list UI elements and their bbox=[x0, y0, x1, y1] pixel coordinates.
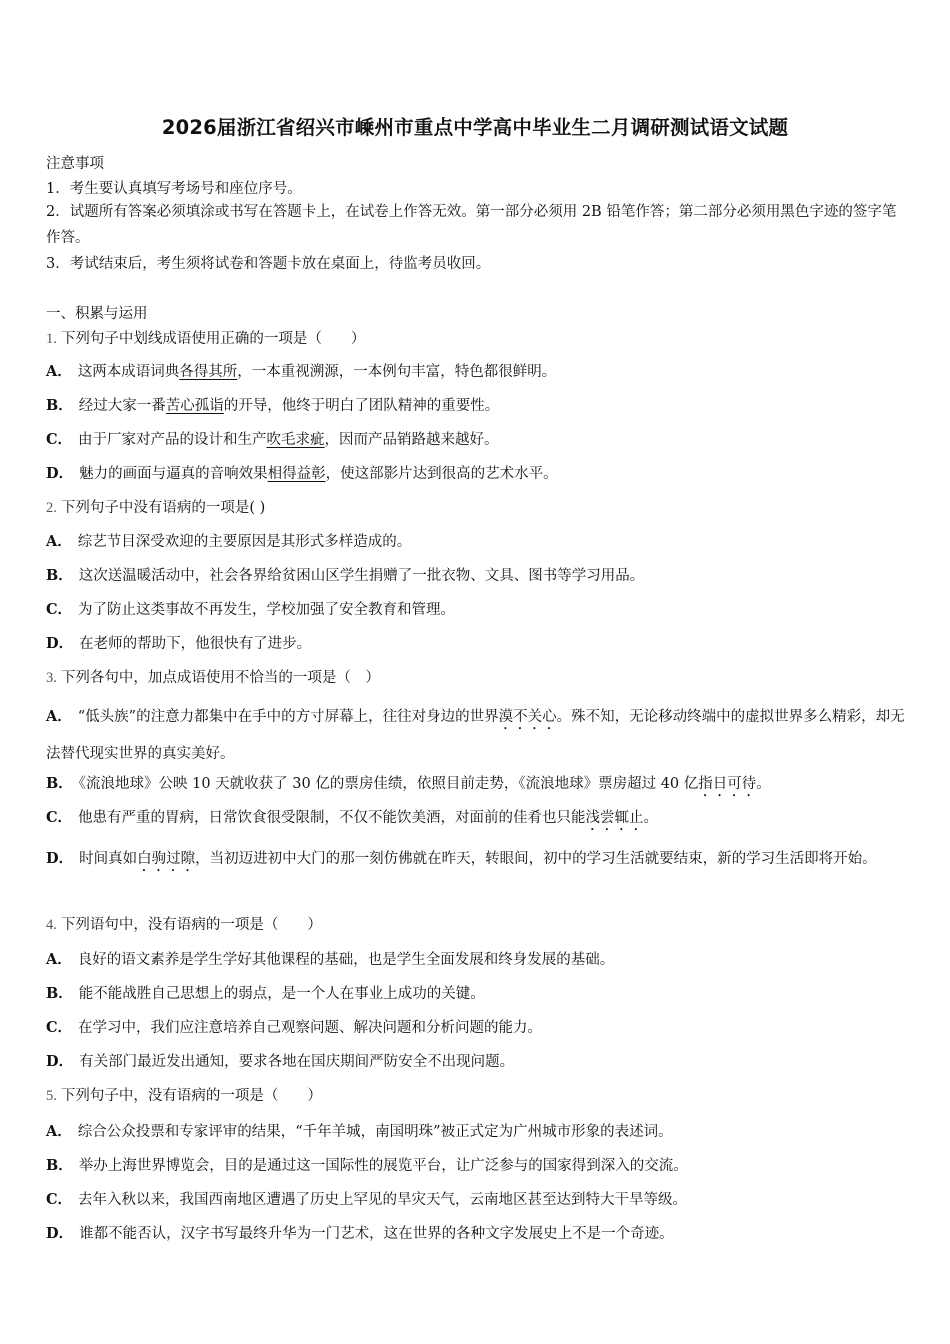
question-text: 下列句子中，没有语病的一项是（ ） bbox=[60, 1088, 322, 1104]
option-text: 由于厂家对产品的设计和生产 bbox=[78, 432, 267, 448]
question-text: 下列各句中，加点成语使用不恰当的一项是（ ） bbox=[60, 670, 380, 686]
option-text: “低头族”的注意力都集中在手中的方寸屏幕上，往往对身边的世界 bbox=[77, 709, 499, 725]
option-text: 在学习中，我们应注意培养自己观察问题、解决问题和分析问题的能力。 bbox=[78, 1020, 543, 1036]
option-text: 能不能战胜自己思想上的弱点，是一个人在事业上成功的关键。 bbox=[78, 986, 485, 1002]
q1-option-a bbox=[46, 360, 906, 381]
q4-option-a bbox=[46, 948, 906, 969]
question-number: 2. bbox=[46, 500, 57, 516]
question-number: 5. bbox=[46, 1088, 57, 1104]
option-label: D． bbox=[46, 1053, 74, 1070]
q3-option-c bbox=[46, 806, 906, 834]
option-text: 去年入秋以来，我国西南地区遭遇了历史上罕见的旱灾天气，云南地区甚至达到特大干旱等级。 bbox=[78, 1192, 688, 1208]
option-text: 。殊不知，无论移动终端中的虚拟世界多么精彩，却无法替代现实世界的真实美好。 bbox=[46, 709, 905, 762]
q5-option-b bbox=[46, 1154, 906, 1175]
q2-option-c bbox=[46, 598, 906, 619]
option-label: C． bbox=[46, 809, 73, 826]
option-text: 在老师的帮助下，他很快有了进步。 bbox=[79, 636, 312, 652]
question-4-stem bbox=[46, 913, 906, 934]
option-label: B． bbox=[46, 567, 73, 584]
q3-option-b bbox=[46, 772, 906, 800]
option-label: A． bbox=[46, 363, 72, 380]
question-1-stem bbox=[46, 327, 906, 348]
underlined-idiom: 吹毛求疵 bbox=[266, 432, 325, 448]
q2-option-a bbox=[46, 530, 906, 551]
option-label: A． bbox=[46, 708, 72, 725]
dotted-idiom: 白驹过隙 bbox=[137, 851, 196, 867]
option-label: A． bbox=[46, 951, 72, 968]
dotted-idiom: 浅尝辄止 bbox=[585, 810, 644, 826]
q1-option-b bbox=[46, 394, 906, 415]
option-text: ，使这部影片达到很高的艺术水平。 bbox=[325, 466, 558, 482]
option-text: 这两本成语词典 bbox=[77, 364, 180, 380]
section-heading: 一、积累与运用 bbox=[46, 306, 148, 322]
option-text: 的开导，他终于明白了团队精神的重要性。 bbox=[223, 398, 500, 414]
option-label: D． bbox=[46, 635, 74, 652]
option-label: C． bbox=[46, 431, 73, 448]
option-label: A． bbox=[46, 533, 72, 550]
question-5-stem bbox=[46, 1084, 906, 1105]
option-text: 经过大家一番 bbox=[78, 398, 166, 414]
q4-option-b bbox=[46, 982, 906, 1003]
question-text: 下列语句中，没有语病的一项是（ ） bbox=[60, 917, 322, 933]
underlined-idiom: 苦心孤诣 bbox=[165, 398, 224, 414]
question-number: 3. bbox=[46, 670, 57, 686]
option-text: 谁都不能否认，汉字书写最终升华为一门艺术，这在世界的各种文字发展史上不是一个奇迹。 bbox=[79, 1226, 674, 1242]
option-text: 良好的语文素养是学生学好其他课程的基础，也是学生全面发展和终身发展的基础。 bbox=[77, 952, 615, 968]
option-text: 举办上海世界博览会，目的是通过这一国际性的展览平台，让广泛参与的国家得到深入的交流。 bbox=[78, 1158, 688, 1174]
option-text: 这次送温暖活动中，社会各界给贫困山区学生捐赠了一批衣物、文具、图书等学习用品。 bbox=[78, 568, 645, 584]
notice-item-2: 2．试题所有答案必须填涂或书写在答题卡上，在试卷上作答无效。第一部分必须用 2B 铅笔作答；第二部分必须用黑色字迹的签字笔作答。 bbox=[46, 204, 897, 246]
q1-option-c bbox=[46, 428, 906, 449]
option-label: B． bbox=[46, 1157, 73, 1174]
question-text: 下列句子中划线成语使用正确的一项是（ ） bbox=[60, 331, 366, 347]
question-number: 4. bbox=[46, 917, 57, 933]
option-text: ，当初迈进初中大门的那一刻仿佛就在昨天，转眼间，初中的学习生活就要结束，新的学习生活即将开始。 bbox=[195, 851, 877, 867]
underlined-idiom: 相得益彰 bbox=[267, 466, 326, 482]
option-text: 。 bbox=[643, 810, 659, 826]
dotted-idiom: 漠不关心 bbox=[498, 709, 557, 725]
option-text: 综合公众投票和专家评审的结果，“千年羊城，南国明珠”被正式定为广州城市形象的表述词。 bbox=[77, 1124, 673, 1140]
option-label: D． bbox=[46, 850, 74, 867]
q4-option-d bbox=[46, 1050, 906, 1071]
option-text: 综艺节目深受欢迎的主要原因是其形式多样造成的。 bbox=[77, 534, 412, 550]
notice-heading: 注意事项 bbox=[46, 156, 104, 172]
q4-option-c bbox=[46, 1016, 906, 1037]
question-2-stem bbox=[46, 496, 906, 517]
option-text: 他患有严重的胃病，日常饮食很受限制，不仅不能饮美酒，对面前的佳肴也只能 bbox=[78, 810, 586, 826]
option-label: C． bbox=[46, 1191, 73, 1208]
option-label: D． bbox=[46, 465, 74, 482]
q5-option-c bbox=[46, 1188, 906, 1209]
q5-option-d bbox=[46, 1222, 906, 1243]
option-text: 有关部门最近发出通知，要求各地在国庆期间严防安全不出现问题。 bbox=[79, 1054, 515, 1070]
option-text: 时间真如 bbox=[79, 851, 138, 867]
notice-item-3: 3．考试结束后，考生须将试卷和答题卡放在桌面上，待监考员收回。 bbox=[46, 256, 491, 272]
option-label: D． bbox=[46, 1225, 74, 1242]
option-text: 魅力的画面与逼真的音响效果 bbox=[79, 466, 268, 482]
option-label: B． bbox=[46, 397, 73, 414]
option-text: ，因而产品销路越来越好。 bbox=[324, 432, 499, 448]
q2-option-b bbox=[46, 564, 906, 585]
option-text: ，一本重视溯源，一本例句丰富，特色都很鲜明。 bbox=[237, 364, 557, 380]
q3-option-a bbox=[46, 698, 906, 773]
q1-option-d bbox=[46, 462, 906, 483]
q3-option-d bbox=[46, 840, 906, 878]
q2-option-d bbox=[46, 632, 906, 653]
option-text: 《流浪地球》公映 10 天就收获了 30 亿的票房佳绩，依照目前走势，《流浪地球》票房超过 40 亿 bbox=[78, 776, 699, 792]
page-title: 2026届浙江省绍兴市嵊州市重点中学高中毕业生二月调研测试语文试题 bbox=[161, 116, 789, 139]
underlined-idiom: 各得其所 bbox=[179, 364, 238, 380]
dotted-idiom: 指日可待 bbox=[698, 776, 757, 792]
q5-option-a bbox=[46, 1120, 906, 1141]
option-label: B． bbox=[46, 775, 73, 792]
option-text: 。 bbox=[756, 776, 771, 792]
option-label: C． bbox=[46, 1019, 73, 1036]
option-label: C． bbox=[46, 601, 73, 618]
option-label: A． bbox=[46, 1123, 72, 1140]
question-number: 1. bbox=[46, 331, 57, 347]
question-3-stem bbox=[46, 666, 906, 687]
notice-item-1: 1．考生要认真填写考场号和座位序号。 bbox=[46, 181, 302, 197]
option-text: 为了防止这类事故不再发生，学校加强了安全教育和管理。 bbox=[78, 602, 456, 618]
option-label: B． bbox=[46, 985, 73, 1002]
question-text: 下列句子中没有语病的一项是( ) bbox=[60, 500, 266, 516]
